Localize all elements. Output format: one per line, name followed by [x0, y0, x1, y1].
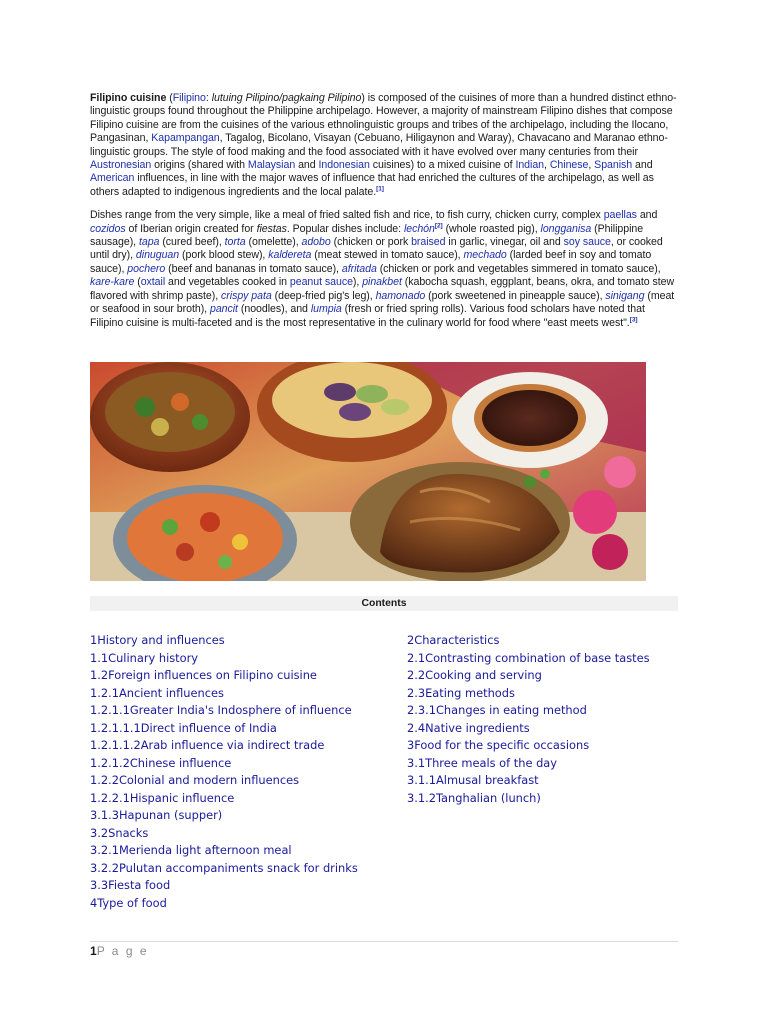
footnote-ref-1[interactable]: [1]: [376, 185, 384, 193]
toc-item[interactable]: 3.1Three meals of the day: [407, 755, 558, 770]
toc-item[interactable]: 1.2.1.1.2Arab influence via indirect trade: [90, 738, 325, 752]
toc-item[interactable]: 1.2.1.1Greater India's Indosphere of influence: [90, 703, 352, 717]
toc-item[interactable]: 3Food for the specific occasions: [407, 738, 590, 752]
toc-item[interactable]: 3.2.2Pulutan accompaniments snack for drinks: [90, 860, 358, 875]
link-oxtail[interactable]: oxtail: [140, 276, 166, 289]
toc-item[interactable]: 2.2Cooking and serving: [407, 668, 542, 682]
link-lumpia[interactable]: lumpia: [310, 303, 342, 316]
link-pinakbet[interactable]: pinakbet: [362, 276, 402, 289]
filipino-food-photo: [90, 362, 646, 581]
toc-item[interactable]: 2Characteristics: [407, 633, 500, 647]
toc-right-column: [407, 632, 650, 807]
link-lechon[interactable]: lechón: [403, 222, 435, 235]
toc-item[interactable]: 3.1.3Hapunan (supper): [90, 808, 223, 822]
link-crispy-pata[interactable]: crispy pata: [221, 289, 272, 302]
link-kapampangan[interactable]: Kapampangan: [151, 132, 220, 145]
link-indonesian[interactable]: Indonesian: [318, 159, 370, 172]
link-american[interactable]: American: [90, 172, 135, 185]
toc-item[interactable]: 1.2.2Colonial and modern influences: [90, 773, 300, 787]
link-soy-sauce[interactable]: soy sauce: [563, 236, 611, 249]
link-adobo[interactable]: adobo: [301, 236, 331, 249]
toc-item[interactable]: 3.2.1Merienda light afternoon meal: [90, 843, 292, 857]
link-spanish[interactable]: Spanish: [594, 159, 633, 172]
toc-item[interactable]: 2.4Native ingredients: [407, 720, 530, 735]
link-afritada[interactable]: afritada: [341, 262, 377, 275]
contents-heading: Contents: [90, 596, 678, 611]
toc-item[interactable]: 2.3Eating methods: [407, 685, 515, 700]
page-footer: [90, 944, 149, 958]
link-dinuguan[interactable]: dinuguan: [135, 249, 180, 262]
toc-item[interactable]: 3.1.2Tanghalian (lunch): [407, 790, 541, 805]
toc-item[interactable]: 4Type of food: [90, 895, 167, 910]
toc-item[interactable]: 1.2.1Ancient influences: [90, 685, 224, 700]
intro-paragraph: Filipino cuisine (Filipino: lutuing Pilipino/pagkaing Pilipino) is composed of the cuisines of more than a hundred distinct ethno-linguistic groups found throughout the Philippine archipelago. However, a majority of mainstream Filipino dishes that compose Filipino cuisine are from the cuisines of the various ethnolinguistic groups and tribes of the archipelago, including the Ilocano, Pangasinan, Kapampangan, Tagalog, Bicolano, Visayan (Cebuano, Hiligaynon and Waray), Chavacano and Maranao ethno-linguistic groups. The style of food making and the food associated with it have evolved over many centuries from their Austronesian origins (shared with Malaysian and Indonesian cuisines) to a mixed cuisine of Indian, Chinese, Spanish and American influences, in line with the major waves of influence that had enriched the cultures of the archipelago, as well as others adapted to indigenous ingredients and the local palate.[1]: [90, 92, 677, 198]
dishes-paragraph: Dishes range from the very simple, like a meal of fried salted fish and rice, to fish curry, chicken curry, complex paellas and cozidos of Iberian origin created for fiestas. Popular dishes include: lechón[2] (whole roasted pig), longganisa (Philippine sausage), tapa (cured beef), torta (omelette), adobo (chicken or pork braised in garlic, vinegar, oil and soy sauce, or cooked until dry), dinuguan (pork blood stew), kaldereta (meat stewed in tomato sauce), mechado (larded beef in soy and tomato sauce), pochero (beef and bananas in tomato sauce), afritada (chicken or pork and vegetables simmered in tomato sauce), kare-kare (oxtail and vegetables cooked in peanut sauce), pinakbet (kabocha squash, eggplant, beans, okra, and tomato stew flavored with shrimp paste), crispy pata (deep-fried pig's leg), hamonado (pork sweetened in pineapple sauce), sinigang (meat or seafood in sour broth), pancit (noodles), and lumpia (fresh or fried spring rolls). Various food scholars have noted that Filipino cuisine is multi-faceted and is the most representative in the culinary world for food where "east meets west".[3]: [90, 209, 675, 329]
page-label: P a g e: [96, 944, 149, 958]
toc-item[interactable]: 1History and influences: [90, 633, 225, 647]
toc-item[interactable]: 1.2.2.1Hispanic influence: [90, 790, 235, 805]
page-number: 1: [90, 944, 97, 958]
link-torta[interactable]: torta: [224, 236, 246, 249]
toc-item[interactable]: 3.2Snacks: [90, 825, 149, 840]
link-austronesian[interactable]: Austronesian: [90, 159, 152, 172]
link-sinigang[interactable]: sinigang: [605, 289, 645, 302]
link-longganisa[interactable]: longganisa: [540, 222, 592, 235]
link-paellas[interactable]: paellas: [603, 209, 637, 222]
toc-item[interactable]: 1.2.1.1.1Direct influence of India: [90, 720, 277, 735]
link-malaysian[interactable]: Malaysian: [247, 159, 296, 172]
toc-item[interactable]: 1.2Foreign influences on Filipino cuisine: [90, 668, 317, 682]
toc-item[interactable]: 1.2.1.2Chinese influence: [90, 755, 232, 770]
link-pancit[interactable]: pancit: [209, 303, 238, 316]
link-cozidos[interactable]: cozidos: [90, 222, 126, 235]
link-mechado[interactable]: mechado: [463, 249, 507, 262]
toc-item[interactable]: 1.1Culinary history: [90, 650, 199, 665]
link-filipino[interactable]: Filipino: [172, 92, 206, 104]
link-indian[interactable]: Indian: [515, 159, 545, 172]
toc-item[interactable]: 2.3.1Changes in eating method: [407, 703, 587, 717]
toc-item[interactable]: 2.1Contrasting combination of base tastes: [407, 650, 650, 665]
link-pochero[interactable]: pochero: [127, 262, 166, 275]
footnote-ref-2[interactable]: [2]: [434, 222, 443, 230]
link-kare-kare[interactable]: kare-kare: [90, 276, 135, 289]
article-title: Filipino cuisine: [90, 92, 167, 104]
link-peanut-sauce[interactable]: peanut sauce: [289, 276, 353, 289]
toc-left-column: [90, 632, 358, 912]
footer-divider: [90, 941, 678, 942]
toc-item[interactable]: 3.3Fiesta food: [90, 878, 171, 892]
toc-item[interactable]: 3.1.1Almusal breakfast: [407, 773, 539, 787]
link-kaldereta[interactable]: kaldereta: [268, 249, 312, 262]
link-braised[interactable]: braised: [411, 236, 446, 249]
link-tapa[interactable]: tapa: [138, 236, 160, 249]
link-chinese[interactable]: Chinese: [549, 159, 589, 172]
link-hamonado[interactable]: hamonado: [375, 289, 426, 302]
footnote-ref-3[interactable]: [3]: [629, 315, 638, 323]
article-body: [90, 92, 678, 340]
